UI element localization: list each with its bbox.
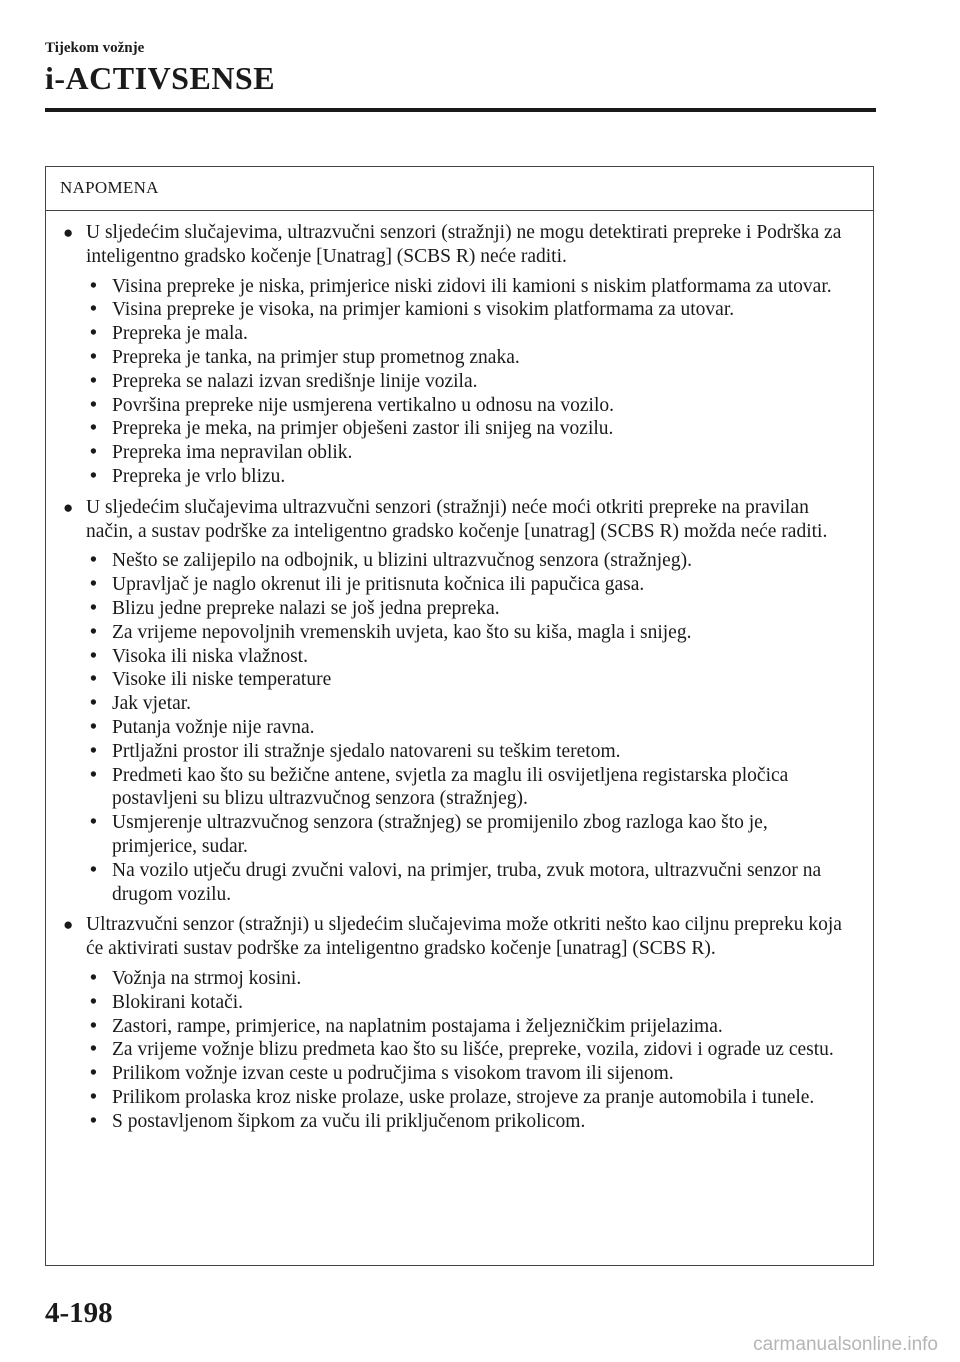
list-item bbox=[60, 549, 855, 573]
list-item bbox=[60, 1062, 855, 1086]
list-item bbox=[60, 394, 855, 418]
bullet-icon: • bbox=[90, 370, 97, 392]
page-number: 4-198 bbox=[45, 1297, 113, 1329]
list-item bbox=[60, 621, 855, 645]
note-main-text: Ultrazvučni senzor (stražnji) u sljedećim slučajevima može otkriti nešto kao ciljnu prepreku koja će aktivirati sustav podrške za inteligentno gradsko kočenje [unatrag] (SCBS R). bbox=[86, 914, 842, 960]
list-item-text: Prilikom prolaska kroz niske prolaze, uske prolaze, strojeve za pranje automobila i tunele. bbox=[112, 1086, 815, 1108]
list-item-text: Prepreka je meka, na primjer obješeni zastor ili snijeg na vozilu. bbox=[112, 418, 614, 440]
list-item-text: Visoke ili niske temperature bbox=[112, 669, 332, 691]
section-label: Tijekom vožnje bbox=[45, 40, 145, 56]
bullet-icon: • bbox=[90, 693, 97, 715]
list-item-text: Predmeti kao što su bežične antene, svjetla za maglu ili osvijetljena registarska pločica postavljeni su blizu ultrazvučnog senzora (stražnjeg). bbox=[112, 764, 789, 810]
bullet-icon: • bbox=[90, 669, 97, 691]
bullet-icon: • bbox=[90, 346, 97, 368]
note-heading: NAPOMENA bbox=[46, 167, 873, 211]
list-item bbox=[60, 346, 855, 370]
bullet-icon: • bbox=[90, 1039, 97, 1061]
list-item bbox=[60, 764, 855, 812]
bullet-icon: • bbox=[90, 645, 97, 667]
list-item-text: Blizu jedne prepreke nalazi se još jedna prepreka. bbox=[112, 597, 500, 619]
list-item-text: Blokirani kotači. bbox=[112, 991, 244, 1013]
list-item bbox=[60, 370, 855, 394]
bullet-icon: • bbox=[90, 859, 97, 881]
watermark: carmanualsonline.info bbox=[753, 1334, 938, 1355]
list-item bbox=[60, 417, 855, 441]
bullet-icon: • bbox=[90, 550, 97, 572]
note-main-item bbox=[60, 913, 855, 961]
list-item-text: Prepreka je mala. bbox=[112, 323, 248, 345]
list-item-text: Zastori, rampe, primjerice, na naplatnim postajama i željezničkim prijelazima. bbox=[112, 1015, 723, 1037]
bullet-icon: • bbox=[90, 740, 97, 762]
list-item-text: Prepreka se nalazi izvan središnje linije vozila. bbox=[112, 370, 478, 392]
list-item-text: S postavljenom šipkom za vuču ili priključenom prikolicom. bbox=[112, 1110, 586, 1132]
note-group bbox=[60, 496, 855, 907]
bullet-icon: • bbox=[90, 299, 97, 321]
bullet-icon: ● bbox=[63, 497, 74, 517]
list-item bbox=[60, 275, 855, 299]
bullet-icon: • bbox=[90, 275, 97, 297]
note-sub-list bbox=[60, 549, 855, 906]
bullet-icon: ● bbox=[63, 915, 74, 935]
list-item bbox=[60, 716, 855, 740]
note-main-text: U sljedećim slučajevima, ultrazvučni senzori (stražnji) ne mogu detektirati prepreke i Podrška za inteligentno gradsko kočenje [Unatrag] (SCBS R) neće raditi. bbox=[86, 222, 842, 267]
list-item bbox=[60, 991, 855, 1015]
bullet-icon: ● bbox=[63, 223, 74, 242]
list-item-text: Za vrijeme vožnje blizu predmeta kao što su lišće, prepreke, vozila, zidovi i ograde uz cestu. bbox=[112, 1039, 834, 1061]
bullet-icon: • bbox=[90, 621, 97, 643]
list-item-text: Nešto se zalijepilo na odbojnik, u blizini ultrazvučnog senzora (stražnjeg). bbox=[112, 550, 692, 572]
bullet-icon: • bbox=[90, 967, 97, 989]
list-item-text: Visoka ili niska vlažnost. bbox=[112, 645, 308, 667]
list-item-text: Površina prepreke nije usmjerena vertikalno u odnosu na vozilo. bbox=[112, 394, 614, 416]
list-item-text: Visina prepreke je visoka, na primjer kamioni s visokim platformama za utovar. bbox=[112, 299, 735, 321]
bullet-icon: • bbox=[90, 574, 97, 596]
list-item-text: Za vrijeme nepovoljnih vremenskih uvjeta, kao što su kiša, magla i snijeg. bbox=[112, 621, 692, 643]
list-item bbox=[60, 441, 855, 465]
bullet-icon: • bbox=[90, 716, 97, 738]
bullet-icon: • bbox=[90, 764, 97, 786]
note-sub-list bbox=[60, 967, 855, 1134]
list-item-text: Prepreka je tanka, na primjer stup prometnog znaka. bbox=[112, 346, 520, 368]
list-item bbox=[60, 692, 855, 716]
bullet-icon: • bbox=[90, 442, 97, 464]
list-item bbox=[60, 740, 855, 764]
bullet-icon: • bbox=[90, 465, 97, 487]
note-main-item bbox=[60, 221, 855, 269]
bullet-icon: • bbox=[90, 1063, 97, 1085]
bullet-icon: • bbox=[90, 597, 97, 619]
bullet-icon: • bbox=[90, 418, 97, 440]
list-item-text: Na vozilo utječu drugi zvučni valovi, na primjer, truba, zvuk motora, ultrazvučni senzor na drugom vozilu. bbox=[112, 859, 822, 905]
bullet-icon: • bbox=[90, 323, 97, 345]
list-item-text: Jak vjetar. bbox=[112, 693, 192, 715]
list-item-text: Visina prepreke je niska, primjerice niski zidovi ili kamioni s niskim platformama za utovar. bbox=[112, 275, 832, 297]
note-group bbox=[60, 913, 855, 1133]
list-item bbox=[60, 967, 855, 991]
note-group bbox=[60, 221, 855, 489]
header-divider bbox=[45, 108, 876, 112]
list-item-text: Vožnja na strmoj kosini. bbox=[112, 967, 302, 989]
list-item bbox=[60, 811, 855, 859]
bullet-icon: • bbox=[90, 1086, 97, 1108]
list-item-text: Upravljač je naglo okrenut ili je pritisnuta kočnica ili papučica gasa. bbox=[112, 574, 645, 596]
list-item bbox=[60, 322, 855, 346]
bullet-icon: • bbox=[90, 812, 97, 834]
note-main-text: U sljedećim slučajevima ultrazvučni senzori (stražnji) neće moći otkriti prepreke na pravilan način, a sustav podrške za inteligentno gradsko kočenje [unatrag] (SCBS R) možda neće raditi. bbox=[86, 496, 828, 542]
bullet-icon: • bbox=[90, 991, 97, 1013]
list-item-text: Prilikom vožnje izvan ceste u područjima s visokom travom ili sijenom. bbox=[112, 1063, 674, 1085]
note-main-item bbox=[60, 496, 855, 544]
list-item bbox=[60, 668, 855, 692]
list-item bbox=[60, 859, 855, 907]
list-item bbox=[60, 1038, 855, 1062]
note-body bbox=[46, 211, 873, 1133]
list-item bbox=[60, 298, 855, 322]
list-item bbox=[60, 573, 855, 597]
list-item bbox=[60, 1086, 855, 1110]
bullet-icon: • bbox=[90, 1110, 97, 1132]
list-item bbox=[60, 1110, 855, 1134]
list-item-text: Prepreka je vrlo blizu. bbox=[112, 465, 286, 487]
list-item-text: Usmjerenje ultrazvučnog senzora (stražnjeg) se promijenilo zbog razloga kao što je, primjerice, sudar. bbox=[112, 812, 768, 857]
list-item-text: Putanja vožnje nije ravna. bbox=[112, 716, 315, 738]
list-item-text: Prepreka ima nepravilan oblik. bbox=[112, 442, 353, 464]
list-item-text: Prtljažni prostor ili stražnje sjedalo natovareni su teškim teretom. bbox=[112, 740, 621, 762]
bullet-icon: • bbox=[90, 1015, 97, 1037]
list-item bbox=[60, 465, 855, 489]
list-item bbox=[60, 645, 855, 669]
bullet-icon: • bbox=[90, 394, 97, 416]
note-box bbox=[45, 166, 874, 1266]
page-title: i-ACTIVSENSE bbox=[45, 60, 276, 96]
note-sub-list bbox=[60, 275, 855, 489]
list-item bbox=[60, 1015, 855, 1039]
list-item bbox=[60, 597, 855, 621]
